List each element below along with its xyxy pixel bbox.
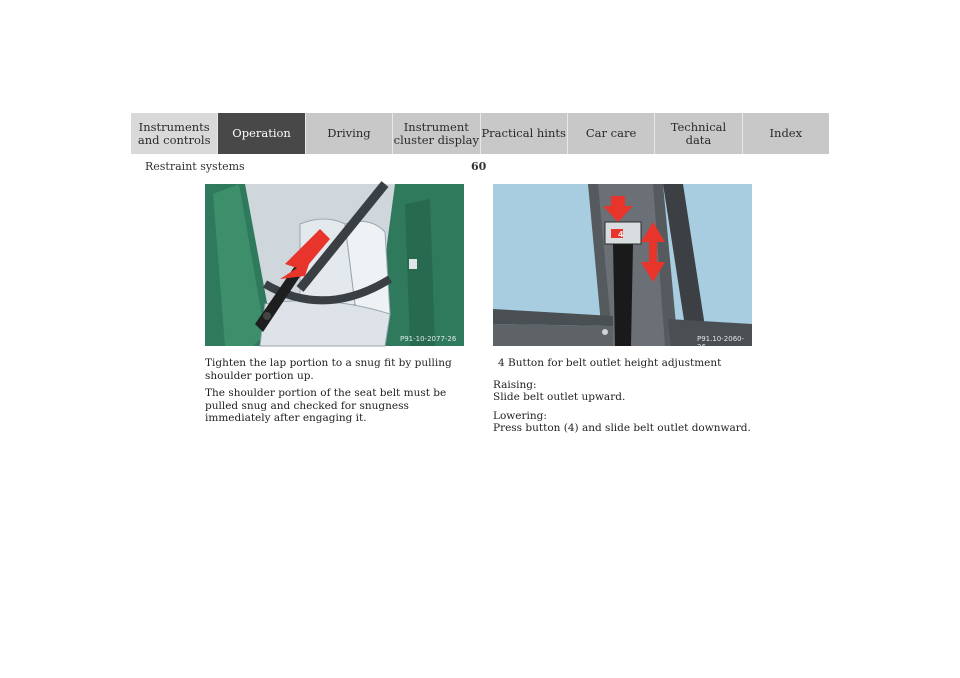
lowering-instruction — [493, 410, 773, 435]
chapter-tab-bar — [131, 113, 829, 154]
raising-instruction — [493, 379, 773, 404]
left-column-text — [205, 357, 470, 430]
belt-outlet-illustration — [493, 184, 752, 351]
raising-text: Slide belt outlet upward. — [493, 391, 626, 403]
figure-callout-4: 4 — [618, 230, 624, 239]
tab-operation[interactable]: Operation — [218, 113, 305, 154]
instruction-lap-portion: Tighten the lap portion to a snug fit by pulling shoulder portion up. — [205, 357, 452, 382]
page-number: 60 — [471, 160, 487, 173]
figure-caption: 4 Button for belt outlet height adjustment — [498, 357, 722, 369]
lowering-text: Press button (4) and slide belt outlet downward. — [493, 422, 751, 434]
section-title: Restraint systems — [145, 160, 245, 173]
raising-label: Raising: — [493, 378, 537, 391]
figure-code-right: P91.10-2060-26 — [697, 335, 745, 351]
seat-belt-illustration — [205, 184, 464, 346]
tab-driving[interactable]: Driving — [306, 113, 393, 154]
tab-car-care[interactable]: Car care — [568, 113, 655, 154]
tab-instruments-and-controls[interactable]: Instruments and controls — [131, 113, 218, 154]
figure-code-left: P91-10-2077-26 — [400, 335, 457, 343]
tab-technical-data[interactable]: Technical data — [655, 113, 742, 154]
tab-index[interactable]: Index — [743, 113, 829, 154]
lowering-label: Lowering: — [493, 409, 547, 422]
instruction-shoulder-portion: The shoulder portion of the seat belt must be pulled snug and checked for snugness immediately after engaging it. — [205, 387, 447, 424]
tab-practical-hints[interactable]: Practical hints — [481, 113, 568, 154]
tab-instrument-cluster-display[interactable]: Instrument cluster display — [393, 113, 480, 154]
right-column-text — [493, 357, 773, 440]
